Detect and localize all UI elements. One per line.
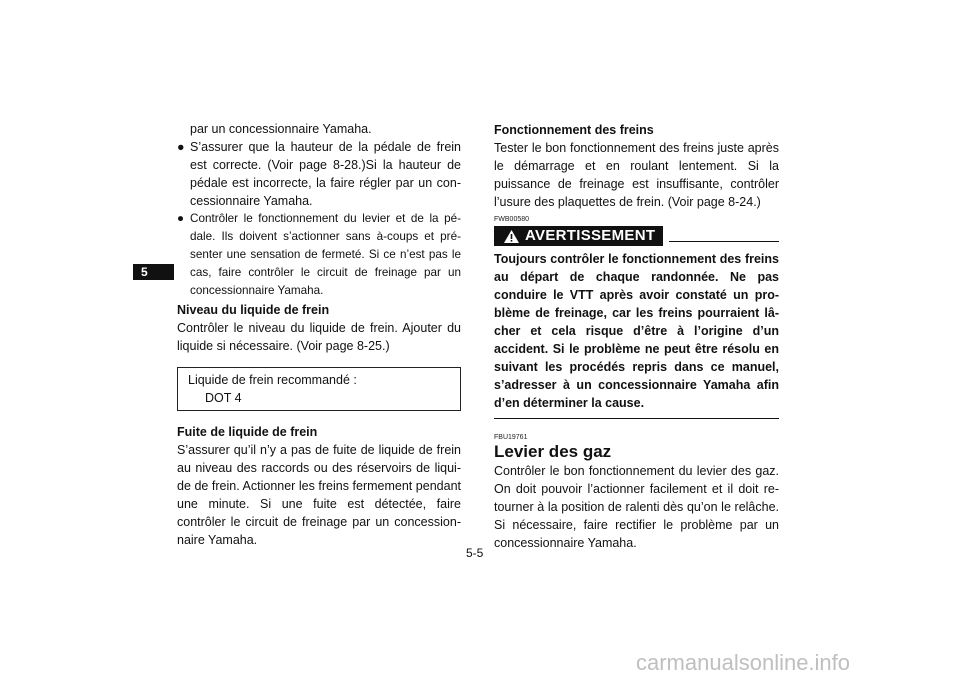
box-value: DOT 4: [205, 391, 242, 405]
section-code: FBU19761: [494, 434, 528, 441]
recommended-fluid-box: [177, 367, 461, 411]
warning-code: FWB00580: [494, 216, 530, 223]
section-title: Levier des gaz: [494, 442, 612, 461]
leak-text: S’assurer qu’il n’y a pas de fuite de liquide de frein au niveau des raccords ou des réservoirs de liquide de frein. Actionner les freins fermement pendant une minute. Si une fuite est détectée, faire contrôler le circuit de freinage par un concessionnaire Yamaha.: [177, 443, 461, 547]
warning-header: [494, 226, 779, 246]
level-heading: Niveau du liquide de frein: [177, 303, 330, 317]
warning-triangle-icon: [504, 230, 519, 243]
bullet-text: S’assurer que la hauteur de la pédale de frein est correcte. (Voir page 8-28.)Si la hauteur de pédale est incorrecte, la faire régler par un concessionnaire Yamaha.: [190, 140, 461, 208]
warning-rule: [669, 231, 779, 242]
operation-text: Tester le bon fonctionnement des freins juste après le démarrage et en roulant lentement. Si la puissance de freinage est insuffisante, contrôler l’usure des plaquettes de frein. (Voir page 8-24.): [494, 141, 779, 209]
page-number: 5-5: [466, 546, 484, 560]
bullet-text: Contrôler le fonctionnement du levier et de la pédale. Ils doivent s’actionner sans à-coups et présenter une sensation de fermeté. Si ce n’est pas le cas, faire contrôler le circuit de freinage par un concessionnaire Yamaha.: [190, 212, 461, 297]
section-text: Contrôler le bon fonctionnement du levier des gaz. On doit pouvoir l’actionner facilement et il doit retourner à la position de ralenti dès qu’on le relâche. Si nécessaire, faire rectifier le problème par un concessionnaire Yamaha.: [494, 464, 779, 550]
warning-badge: [494, 226, 663, 246]
warning-label: AVERTISSEMENT: [525, 227, 656, 244]
watermark: carmanualsonline.info: [636, 650, 851, 675]
bullet-icon: ●: [177, 212, 185, 225]
box-label: Liquide de frein recommandé :: [188, 373, 357, 387]
warning-text: Toujours contrôler le fonctionnement des freins au départ de chaque randonnée. Ne pas conduire le VTT après avoir constaté un problème de freinage, car les freins pourraient lâcher et cela risque d’être à l’origine d’un accident. Si le problème ne peut être résolu en suivant les procédés repris dans ce manuel, s’adresser à un concessionnaire Yamaha afin d’en déterminer la cause.: [494, 250, 779, 419]
bullet-icon: ●: [177, 140, 185, 154]
left-column: [177, 120, 461, 549]
intro-line: par un concessionnaire Yamaha.: [190, 122, 372, 136]
chapter-tab: 5: [133, 264, 174, 280]
level-text: Contrôler le niveau du liquide de frein. Ajouter du liquide si nécessaire. (Voir page 8-25.): [177, 321, 461, 353]
right-column: [494, 120, 779, 552]
operation-heading: Fonctionnement des freins: [494, 123, 654, 137]
bullet-item: [177, 138, 461, 210]
leak-heading: Fuite de liquide de frein: [177, 425, 318, 439]
bullet-item: [177, 210, 461, 300]
